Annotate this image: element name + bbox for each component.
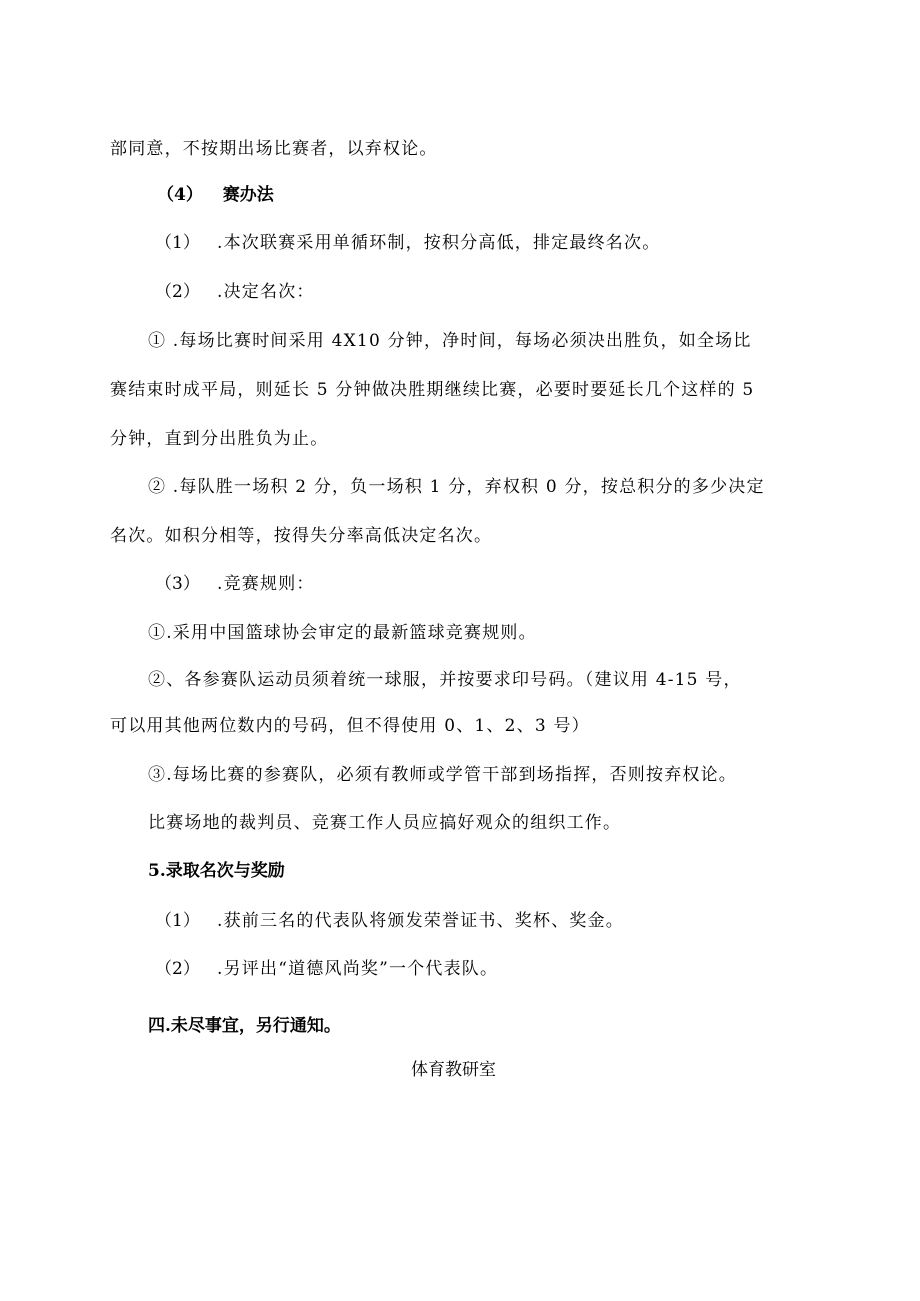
section-5-heading: 5.录取名次与奖励 bbox=[148, 861, 285, 881]
prize-1-text: .获前三名的代表队将颁发荣誉证书、奖杯、奖金。 bbox=[217, 911, 625, 931]
rule-1: ①.采用中国篮球协会审定的最新篮球竞赛规则。 bbox=[148, 623, 537, 643]
prize-2-number: （2） bbox=[155, 959, 200, 979]
paragraph-forfeit-end: 部同意，不按期出场比赛者，以弃权论。 bbox=[110, 139, 438, 159]
clause-1-line-3: 分钟，直到分出胜负为止。 bbox=[110, 429, 329, 449]
section-4-number: （4） bbox=[157, 185, 203, 205]
rule-2-line-2: 可以用其他两位数内的号码，但不得使用 0、1、2、3 号） bbox=[110, 716, 590, 736]
rule-2-line-1: ②、各参赛队运动员须着统一球服，并按要求印号码。（建议用 4-15 号， bbox=[148, 670, 742, 690]
prize-1 bbox=[155, 911, 624, 931]
signature: 体育教研室 bbox=[411, 1060, 496, 1080]
item-2 bbox=[155, 282, 315, 302]
item-3-number: （3） bbox=[155, 574, 200, 594]
section-4-heading bbox=[157, 185, 274, 205]
section-6-heading: 四.未尽事宜，另行通知。 bbox=[148, 1016, 341, 1036]
item-1 bbox=[155, 233, 660, 253]
item-1-number: （1） bbox=[155, 233, 200, 253]
clause-2-line-1: ② .每队胜一场积 2 分，负一场积 1 分，弃权积 0 分，按总积分的多少决定 bbox=[148, 477, 765, 497]
prize-2-text: .另评出“道德风尚奖”一个代表队。 bbox=[217, 959, 499, 979]
clause-1-line-2: 赛结束时成平局，则延长 5 分钟做决胜期继续比赛，必要时要延长几个这样的 5 bbox=[110, 380, 755, 400]
rule-4: 比赛场地的裁判员、竞赛工作人员应搞好观众的组织工作。 bbox=[148, 813, 622, 833]
clause-2-line-2: 名次。如积分相等，按得失分率高低决定名次。 bbox=[110, 526, 493, 546]
item-1-text: .本次联赛采用单循环制，按积分高低，排定最终名次。 bbox=[217, 233, 661, 253]
item-2-text: .决定名次： bbox=[217, 282, 315, 302]
prize-1-number: （1） bbox=[155, 911, 200, 931]
rule-3: ③.每场比赛的参赛队，必须有教师或学管干部到场指挥，否则按弃权论。 bbox=[148, 765, 738, 785]
section-4-title: 赛办法 bbox=[222, 185, 274, 205]
item-3-text: .竞赛规则： bbox=[217, 574, 315, 594]
item-3 bbox=[155, 574, 315, 594]
prize-2 bbox=[155, 959, 498, 979]
item-2-number: （2） bbox=[155, 282, 200, 302]
clause-1-line-1: ① .每场比赛时间采用 4X10 分钟，净时间，每场必须决出胜负，如全场比 bbox=[148, 331, 752, 351]
